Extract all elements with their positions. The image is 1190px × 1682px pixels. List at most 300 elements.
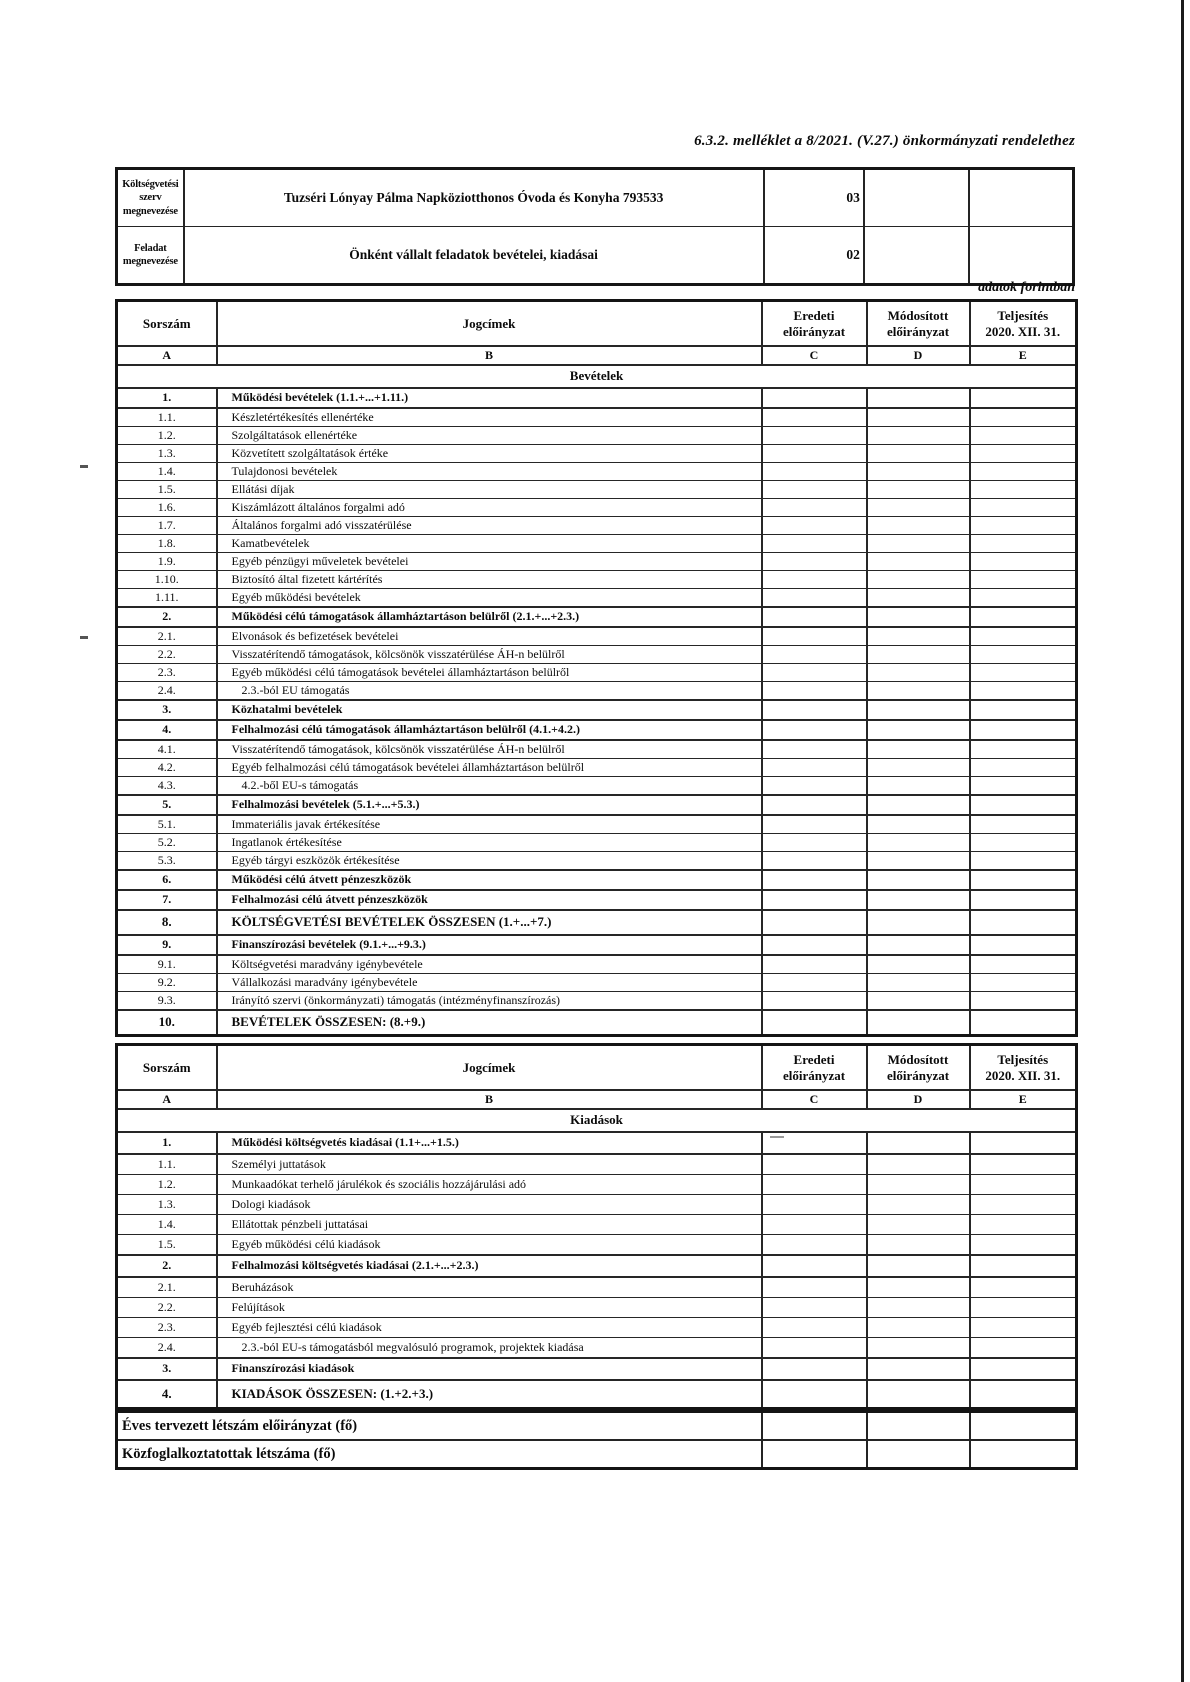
table-row <box>117 1298 1077 1318</box>
row-number: 4.3. <box>117 777 217 796</box>
table-row <box>117 646 1077 664</box>
row-number: 3. <box>117 1358 217 1380</box>
value-cell-actual <box>970 1318 1077 1338</box>
row-label: Dologi kiadások <box>217 1195 762 1215</box>
column-letter-b: B <box>217 346 762 365</box>
value-cell-original <box>762 815 867 834</box>
value-cell-modified <box>867 427 970 445</box>
value-cell-actual <box>970 388 1077 408</box>
table-header-row <box>117 1045 1077 1091</box>
value-cell-actual <box>970 427 1077 445</box>
column-letter-b: B <box>217 1090 762 1109</box>
row-number: 1.1. <box>117 408 217 427</box>
row-number: 1.9. <box>117 553 217 571</box>
row-number: 2.4. <box>117 1338 217 1359</box>
row-number: 9.2. <box>117 974 217 992</box>
header-line: előirányzat <box>782 323 846 339</box>
table-row <box>117 815 1077 834</box>
value-cell-actual <box>970 815 1077 834</box>
table-row <box>117 890 1077 910</box>
value-cell-actual <box>970 445 1077 463</box>
table-row <box>117 1440 1077 1469</box>
row-number: 10. <box>117 1010 217 1036</box>
row-number: 1.11. <box>117 589 217 608</box>
row-label: Kiszámlázott általános forgalmi adó <box>217 499 762 517</box>
header-line: Módosított <box>887 307 949 323</box>
row-label: Készletértékesítés ellenértéke <box>217 408 762 427</box>
row-number: 7. <box>117 890 217 910</box>
table-row <box>117 1277 1077 1298</box>
value-cell-original <box>762 935 867 955</box>
value-cell-modified <box>867 388 970 408</box>
table-row <box>117 553 1077 571</box>
row-label: Felhalmozási célú támogatások államháztartáson belülről (4.1.+4.2.) <box>217 720 762 740</box>
value-cell-modified <box>867 607 970 627</box>
value-cell-actual <box>970 700 1077 720</box>
row-number: 4. <box>117 1380 217 1409</box>
value-cell-original <box>762 1440 867 1469</box>
table-row <box>117 720 1077 740</box>
value-cell-original <box>762 795 867 815</box>
value-cell-original <box>762 646 867 664</box>
value-cell-original <box>762 1380 867 1409</box>
value-cell-original <box>762 740 867 759</box>
table-row <box>117 1154 1077 1175</box>
value-cell-actual <box>970 1338 1077 1359</box>
value-cell-modified <box>867 517 970 535</box>
section-band-bevetelek: Bevételek <box>117 365 1077 388</box>
value-cell-original <box>762 1175 867 1195</box>
row-number: 2.3. <box>117 664 217 682</box>
table-row <box>117 935 1077 955</box>
row-number: 9.1. <box>117 955 217 974</box>
row-number: 1. <box>117 1132 217 1154</box>
value-cell-actual <box>970 720 1077 740</box>
row-label: Felhalmozási bevételek (5.1.+...+5.3.) <box>217 795 762 815</box>
column-letter-c: C <box>762 346 867 365</box>
expenses-table <box>115 1043 1078 1410</box>
row-label: Működési célú átvett pénzeszközök <box>217 870 762 890</box>
value-cell-modified <box>867 1132 970 1154</box>
row-number: 1.10. <box>117 571 217 589</box>
value-cell-modified <box>867 553 970 571</box>
value-cell-actual <box>970 481 1077 499</box>
row-label: Szolgáltatások ellenértéke <box>217 427 762 445</box>
row-label: Ellátottak pénzbeli juttatásai <box>217 1215 762 1235</box>
column-header-teljesites <box>970 301 1077 347</box>
table-row <box>117 607 1077 627</box>
row-number: 5.3. <box>117 852 217 871</box>
table-row <box>117 169 1074 227</box>
table-row <box>117 852 1077 871</box>
table-row <box>117 682 1077 701</box>
table-row <box>117 481 1077 499</box>
row-number: 3. <box>117 700 217 720</box>
table-row <box>117 777 1077 796</box>
row-number: 1.1. <box>117 1154 217 1175</box>
units-note: adatok forintban <box>978 280 1075 295</box>
value-cell-actual <box>970 1440 1077 1469</box>
table-row <box>117 499 1077 517</box>
value-cell-modified <box>867 1358 970 1380</box>
row-number: 1.5. <box>117 1235 217 1256</box>
row-label: Személyi juttatások <box>217 1154 762 1175</box>
value-cell-actual <box>970 664 1077 682</box>
table-row <box>117 463 1077 481</box>
row-label: Irányító szervi (önkormányzati) támogatás (intézményfinanszírozás) <box>217 992 762 1011</box>
value-cell-actual <box>970 571 1077 589</box>
org-name-label: Költségvetési szerv megnevezése <box>117 169 184 227</box>
value-cell-actual <box>970 1380 1077 1409</box>
value-cell-actual <box>970 740 1077 759</box>
row-label: Egyéb fejlesztési célú kiadások <box>217 1318 762 1338</box>
empty-cell <box>969 169 1073 227</box>
value-cell-original <box>762 463 867 481</box>
row-number: 1.5. <box>117 481 217 499</box>
value-cell-actual <box>970 646 1077 664</box>
row-label: Felújítások <box>217 1298 762 1318</box>
row-number: 1.6. <box>117 499 217 517</box>
row-label: Kamatbevételek <box>217 535 762 553</box>
table-row <box>117 517 1077 535</box>
value-cell-modified <box>867 740 970 759</box>
row-label: Felhalmozási költségvetés kiadásai (2.1.+...+2.3.) <box>217 1255 762 1277</box>
header-line: előirányzat <box>782 1067 846 1083</box>
column-header-eredeti <box>762 301 867 347</box>
value-cell-original <box>762 955 867 974</box>
value-cell-original <box>762 427 867 445</box>
value-cell-modified <box>867 1298 970 1318</box>
value-cell-original <box>762 1277 867 1298</box>
value-cell-actual <box>970 777 1077 796</box>
column-letter-e: E <box>970 1090 1077 1109</box>
value-cell-original <box>762 720 867 740</box>
table-row <box>117 759 1077 777</box>
column-letter-d: D <box>867 1090 970 1109</box>
value-cell-modified <box>867 1195 970 1215</box>
value-cell-actual <box>970 910 1077 935</box>
value-cell-actual <box>970 1175 1077 1195</box>
value-cell-modified <box>867 852 970 871</box>
value-cell-actual <box>970 759 1077 777</box>
row-number: 8. <box>117 910 217 935</box>
value-cell-modified <box>867 1255 970 1277</box>
value-cell-actual <box>970 834 1077 852</box>
value-cell-modified <box>867 870 970 890</box>
value-cell-modified <box>867 682 970 701</box>
row-label: KÖLTSÉGVETÉSI BEVÉTELEK ÖSSZESEN (1.+...+7.) <box>217 910 762 935</box>
table-row <box>117 535 1077 553</box>
value-cell-original <box>762 499 867 517</box>
row-number: 2.2. <box>117 1298 217 1318</box>
empty-cell <box>864 227 969 285</box>
row-label: Visszatérítendő támogatások, kölcsönök visszatérülése ÁH-n belülről <box>217 646 762 664</box>
row-number: 2. <box>117 607 217 627</box>
table-row <box>117 1010 1077 1036</box>
table-row <box>117 955 1077 974</box>
table-row <box>117 834 1077 852</box>
value-cell-original <box>762 974 867 992</box>
org-name-value: Tuzséri Lónyay Pálma Napköziotthonos Óvoda és Konyha 793533 <box>184 169 764 227</box>
value-cell-original <box>762 1412 867 1441</box>
value-cell-modified <box>867 589 970 608</box>
staffing-row-label: Közfoglalkoztatottak létszáma (fő) <box>117 1440 762 1469</box>
value-cell-modified <box>867 571 970 589</box>
value-cell-actual <box>970 870 1077 890</box>
row-label: 2.3.-ból EU támogatás <box>217 682 762 701</box>
value-cell-modified <box>867 1440 970 1469</box>
value-cell-actual <box>970 1132 1077 1154</box>
document-title: 6.3.2. melléklet a 8/2021. (V.27.) önkormányzati rendelethez <box>694 133 1075 149</box>
column-header-eredeti <box>762 1045 867 1091</box>
value-cell-original <box>762 682 867 701</box>
table-row <box>117 227 1074 285</box>
value-cell-modified <box>867 777 970 796</box>
header-line: Teljesítés <box>997 1051 1049 1067</box>
value-cell-modified <box>867 646 970 664</box>
column-header-modositott <box>867 1045 970 1091</box>
value-cell-modified <box>867 664 970 682</box>
value-cell-modified <box>867 890 970 910</box>
table-row <box>117 1235 1077 1256</box>
value-cell-actual <box>970 1412 1077 1441</box>
empty-cell <box>864 169 969 227</box>
section-band-row <box>117 1109 1077 1132</box>
value-cell-original <box>762 589 867 608</box>
row-number: 4.1. <box>117 740 217 759</box>
task-name-label: Feladat megnevezése <box>117 227 184 285</box>
value-cell-original <box>762 992 867 1011</box>
value-cell-actual <box>970 607 1077 627</box>
value-cell-modified <box>867 1318 970 1338</box>
row-label: 4.2.-ből EU-s támogatás <box>217 777 762 796</box>
row-number: 1.2. <box>117 427 217 445</box>
value-cell-modified <box>867 992 970 1011</box>
row-number: 4.2. <box>117 759 217 777</box>
section-band-kiadasok: Kiadások <box>117 1109 1077 1132</box>
value-cell-actual <box>970 1235 1077 1256</box>
value-cell-original <box>762 1132 867 1154</box>
row-label: Beruházások <box>217 1277 762 1298</box>
value-cell-original <box>762 910 867 935</box>
value-cell-actual <box>970 682 1077 701</box>
value-cell-modified <box>867 627 970 646</box>
row-label: Működési célú támogatások államháztartáson belülről (2.1.+...+2.3.) <box>217 607 762 627</box>
header-line: előirányzat <box>886 323 950 339</box>
value-cell-original <box>762 388 867 408</box>
table-row <box>117 445 1077 463</box>
value-cell-modified <box>867 463 970 481</box>
value-cell-modified <box>867 1380 970 1409</box>
value-cell-modified <box>867 759 970 777</box>
value-cell-actual <box>970 1358 1077 1380</box>
row-number: 2.1. <box>117 627 217 646</box>
task-code-value: 02 <box>764 227 864 285</box>
row-label: Biztosító által fizetett kártérítés <box>217 571 762 589</box>
row-number: 5.2. <box>117 834 217 852</box>
value-cell-original <box>762 408 867 427</box>
column-header-sorszam: Sorszám <box>117 301 217 347</box>
row-label: Költségvetési maradvány igénybevétele <box>217 955 762 974</box>
table-row <box>117 1132 1077 1154</box>
value-cell-actual <box>970 1154 1077 1175</box>
row-label: Közvetített szolgáltatások értéke <box>217 445 762 463</box>
table-row <box>117 1255 1077 1277</box>
row-number: 1.4. <box>117 463 217 481</box>
value-cell-original <box>762 445 867 463</box>
table-row <box>117 740 1077 759</box>
row-number: 1.7. <box>117 517 217 535</box>
value-cell-actual <box>970 535 1077 553</box>
task-name-value: Önként vállalt feladatok bevételei, kiadásai <box>184 227 764 285</box>
value-cell-modified <box>867 445 970 463</box>
value-cell-original <box>762 627 867 646</box>
table-row <box>117 910 1077 935</box>
row-label: Egyéb működési bevételek <box>217 589 762 608</box>
value-cell-modified <box>867 408 970 427</box>
value-cell-modified <box>867 1154 970 1175</box>
value-cell-actual <box>970 992 1077 1011</box>
row-label: Immateriális javak értékesítése <box>217 815 762 834</box>
value-cell-actual <box>970 1215 1077 1235</box>
column-letter-a: A <box>117 346 217 365</box>
value-cell-original <box>762 1358 867 1380</box>
value-cell-modified <box>867 795 970 815</box>
row-number: 9. <box>117 935 217 955</box>
table-row <box>117 1338 1077 1359</box>
table-row <box>117 1412 1077 1441</box>
table-row <box>117 1358 1077 1380</box>
table-row <box>117 388 1077 408</box>
row-label: Ellátási díjak <box>217 481 762 499</box>
value-cell-modified <box>867 1215 970 1235</box>
value-cell-modified <box>867 834 970 852</box>
column-header-jogcimek: Jogcímek <box>217 1045 762 1091</box>
header-line: Módosított <box>887 1051 949 1067</box>
value-cell-modified <box>867 1010 970 1036</box>
row-label: Működési bevételek (1.1.+...+1.11.) <box>217 388 762 408</box>
value-cell-modified <box>867 935 970 955</box>
value-cell-original <box>762 481 867 499</box>
row-label: Tulajdonosi bevételek <box>217 463 762 481</box>
row-number: 4. <box>117 720 217 740</box>
table-row <box>117 700 1077 720</box>
row-number: 9.3. <box>117 992 217 1011</box>
value-cell-modified <box>867 1235 970 1256</box>
row-label: Működési költségvetés kiadásai (1.1+...+1.5.) <box>217 1132 762 1154</box>
row-label: Munkaadókat terhelő járulékok és szociális hozzájárulási adó <box>217 1175 762 1195</box>
column-letter-e: E <box>970 346 1077 365</box>
row-number: 6. <box>117 870 217 890</box>
value-cell-modified <box>867 1277 970 1298</box>
row-number: 1.2. <box>117 1175 217 1195</box>
header-line: előirányzat <box>886 1067 950 1083</box>
row-label: KIADÁSOK ÖSSZESEN: (1.+2.+3.) <box>217 1380 762 1409</box>
value-cell-original <box>762 1154 867 1175</box>
row-label: Egyéb működési célú kiadások <box>217 1235 762 1256</box>
value-cell-original <box>762 1235 867 1256</box>
value-cell-original <box>762 852 867 871</box>
value-cell-modified <box>867 535 970 553</box>
value-cell-original <box>762 607 867 627</box>
column-letters-row <box>117 1090 1077 1109</box>
row-label: Finanszírozási kiadások <box>217 1358 762 1380</box>
table-row <box>117 1175 1077 1195</box>
column-letter-c: C <box>762 1090 867 1109</box>
value-cell-actual <box>970 955 1077 974</box>
value-cell-original <box>762 759 867 777</box>
table-row <box>117 664 1077 682</box>
staffing-table <box>115 1410 1078 1470</box>
value-cell-original <box>762 700 867 720</box>
table-row <box>117 571 1077 589</box>
row-label: Közhatalmi bevételek <box>217 700 762 720</box>
row-number: 2.1. <box>117 1277 217 1298</box>
header-line: 2020. XII. 31. <box>985 1067 1061 1083</box>
table-row <box>117 1195 1077 1215</box>
row-label: Finanszírozási bevételek (9.1.+...+9.3.) <box>217 935 762 955</box>
scan-speck <box>80 465 88 468</box>
value-cell-original <box>762 553 867 571</box>
row-number: 2. <box>117 1255 217 1277</box>
org-code-value: 03 <box>764 169 864 227</box>
value-cell-original <box>762 1318 867 1338</box>
value-cell-original <box>762 1195 867 1215</box>
value-cell-modified <box>867 1338 970 1359</box>
value-cell-actual <box>970 1195 1077 1215</box>
table-row <box>117 408 1077 427</box>
row-number: 5.1. <box>117 815 217 834</box>
header-line: 2020. XII. 31. <box>985 323 1061 339</box>
value-cell-modified <box>867 700 970 720</box>
column-letters-row <box>117 346 1077 365</box>
row-label: Visszatérítendő támogatások, kölcsönök visszatérülése ÁH-n belülről <box>217 740 762 759</box>
row-number: 1.8. <box>117 535 217 553</box>
value-cell-modified <box>867 815 970 834</box>
value-cell-modified <box>867 481 970 499</box>
row-label: Egyéb tárgyi eszközök értékesítése <box>217 852 762 871</box>
empty-cell <box>969 227 1073 285</box>
value-cell-original <box>762 834 867 852</box>
row-number: 2.3. <box>117 1318 217 1338</box>
row-number: 1.3. <box>117 1195 217 1215</box>
value-cell-actual <box>970 589 1077 608</box>
column-letter-a: A <box>117 1090 217 1109</box>
value-cell-modified <box>867 720 970 740</box>
table-row <box>117 1215 1077 1235</box>
value-cell-actual <box>970 1010 1077 1036</box>
value-cell-original <box>762 535 867 553</box>
value-cell-original <box>762 1255 867 1277</box>
row-label: Ingatlanok értékesítése <box>217 834 762 852</box>
row-label: Egyéb működési célú támogatások bevételei államháztartáson belülről <box>217 664 762 682</box>
header-line: Eredeti <box>793 307 835 323</box>
column-letter-d: D <box>867 346 970 365</box>
value-cell-original <box>762 1298 867 1318</box>
header-line: Eredeti <box>793 1051 835 1067</box>
scan-edge-line <box>1181 0 1184 1682</box>
table-row <box>117 974 1077 992</box>
value-cell-actual <box>970 795 1077 815</box>
row-number: 5. <box>117 795 217 815</box>
value-cell-original <box>762 1215 867 1235</box>
value-cell-original <box>762 517 867 535</box>
value-cell-original <box>762 777 867 796</box>
row-label: Elvonások és befizetések bevételei <box>217 627 762 646</box>
org-info-table <box>115 167 1075 286</box>
value-cell-actual <box>970 499 1077 517</box>
column-header-modositott <box>867 301 970 347</box>
